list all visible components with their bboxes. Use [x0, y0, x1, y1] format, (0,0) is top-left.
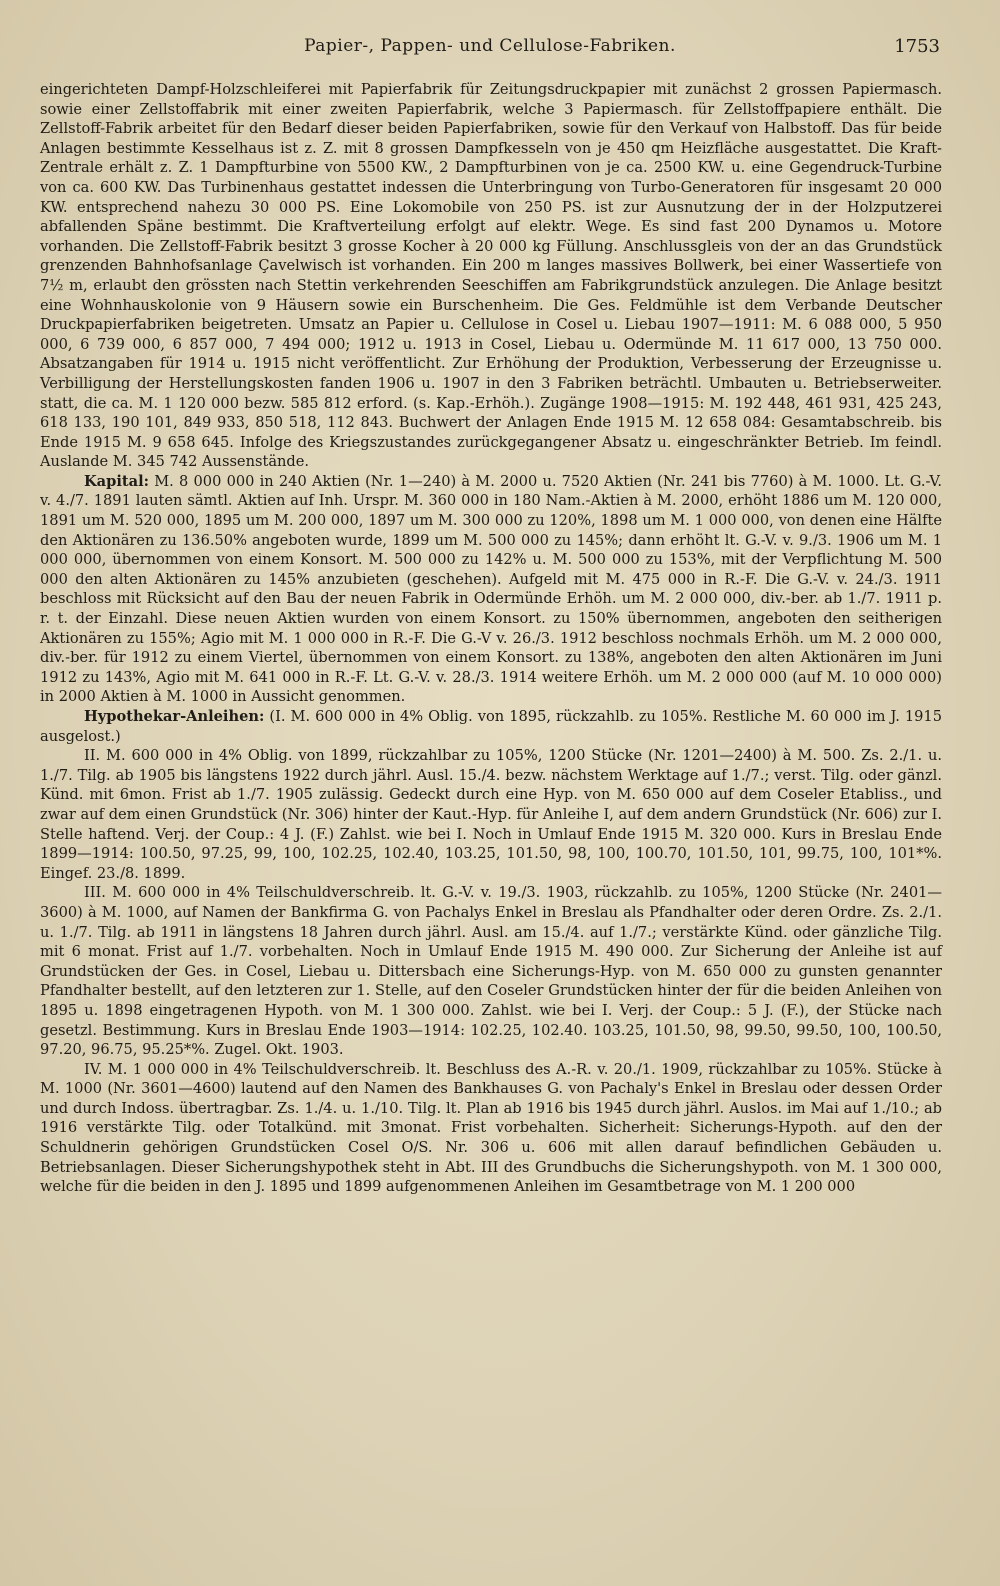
section-label-kapital: Kapital:: [84, 472, 150, 490]
running-title: Papier-, Pappen- und Cellulose-Fabriken.: [304, 36, 676, 56]
paragraph-text: M. 8 000 000 in 240 Aktien (Nr. 1—240) à M. 2000 u. 7520 Aktien (Nr. 241 bis 7760) à M. 1000. Lt. G.-V. v. 4./7. 1891 lauten sämtl. Aktien auf Inh. Urspr. M. 360 000 in 180 Nam.-Aktien à M. 2000, erhöht 1886 um M. 120 000, 1891 um M. 520 000, 1895 um M. 200 000, 1897 um M. 300 000 zu 120%, 1898 um M. 1 000 000, von denen eine Hälfte den Aktionären zu 136.50% angeboten wurde, 1899 um M. 500 000 zu 145%; dann erhöht lt. G.-V. v. 9./3. 1906 um M. 1 000 000, übernommen von einem Konsort. M. 500 000 zu 142% u. M. 500 000 zu 153%, mit der Verpflichtung M. 500 000 den alten Aktionären zu 145% anzubieten (geschehen). Aufgeld mit M. 475 000 in R.-F. Die G.-V. v. 24./3. 1911 beschloss mit Rücksicht auf den Bau der neuen Fabrik in Odermünde Erhöh. um M. 2 000 000, div.-ber. ab 1./7. 1911 p. r. t. der Einzahl. Diese neuen Aktien wurden von einem Konsort. zu 150% übernommen, angeboten den seitherigen Aktionären zu 155%; Agio mit M. 1 000 000 in R.-F. Die G.-V v. 26./3. 1912 beschloss nochmals Erhöh. um M. 2 000 000, div.-ber. für 1912 zu einem Viertel, übernommen von einem Konsort. zu 138%, angeboten den alten Aktionären im Juni 1912 zu 143%, Agio mit M. 641 000 in R.-F. Lt. G.-V. v. 28./3. 1914 weitere Erhöh. um M. 2 000 000 (auf M. 10 000 000) in 2000 Aktien à M. 1000 in Aussicht genommen.: [40, 472, 942, 706]
paragraph-anleihe-ii: [40, 746, 942, 883]
section-label-hypothekar-anleihen: Hypothekar-Anleihen:: [84, 708, 265, 725]
page-header: [40, 36, 940, 62]
paragraph-anleihe-iii: [40, 883, 942, 1059]
paragraph-text: eingerichteten Dampf-Holzschleiferei mit Papierfabrik für Zeitungsdruckpapier mit zunächst 2 grossen Papiermasch. sowie einer Zellstoffabrik mit einer zweiten Papierfabrik, welche 3 Papiermasch. für Zellstoffpapiere enthält. Die Zellstoff-Fabrik arbeitet für den Bedarf dieser beiden Papierfabriken, sowie für den Verkauf von Halbstoff. Das für beide Anlagen bestimmte Kesselhaus ist z. Z. mit 8 grossen Dampfkesseln von je 450 qm Heizfläche ausgestattet. Die Kraft-Zentrale erhält z. Z. 1 Dampfturbine von 5500 KW., 2 Dampfturbinen von je ca. 2500 KW. u. eine Gegendruck-Turbine von ca. 600 KW. Das Turbinenhaus gestattet indessen die Unterbringung von Turbo-Generatoren für insgesamt 20 000 KW. entsprechend nahezu 30 000 PS. Eine Lokomobile von 250 PS. ist zur Ausnutzung der in der Holzputzerei abfallenden Späne bestimmt. Die Kraftverteilung erfolgt auf elektr. Wege. Es sind fast 200 Dynamos u. Motore vorhanden. Die Zellstoff-Fabrik besitzt 3 grosse Kocher à 20 000 kg Füllung. Anschlussgleis von der an das Grundstück grenzenden Bahnhofsanlage Çavelwisch ist vorhanden. Ein 200 m langes massives Bollwerk, bei einer Wassertiefe von 7½ m, erlaubt den grössten nach Stettin verkehrenden Seeschiffen am Fabrikgrundstück anzulegen. Die Anlage besitzt eine Wohnhauskolonie von 9 Häusern sowie ein Burschenheim. Die Ges. Feldmühle ist dem Verbande Deutscher Druckpapierfabriken beigetreten. Umsatz an Papier u. Cellulose in Cosel u. Liebau 1907—1911: M. 6 088 000, 5 950 000, 6 739 000, 6 857 000, 7 494 000; 1912 u. 1913 in Cosel, Liebau u. Odermünde M. 11 617 000, 13 750 000. Absatzangaben für 1914 u. 1915 nicht veröffentlicht. Zur Erhöhung der Produktion, Verbesserung der Erzeugnisse u. Verbilligung der Herstellungskosten fanden 1906 u. 1907 in den 3 Fabriken beträchtl. Umbauten u. Betriebserweiter. statt, die ca. M. 1 120 000 bezw. 585 812 erford. (s. Kap.-Erhöh.). Zugänge 1908—1915: M. 192 448, 461 931, 425 243, 618 133, 190 101, 849 933, 850 518, 112 843. Buchwert der Anlagen Ende 1915 M. 12 658 084: Gesamtabschreib. bis Ende 1915 M. 9 658 645. Infolge des Kriegszustandes zurückgegangener Absatz u. eingeschränkter Betrieb. Im feindl. Auslande M. 345 742 Aussenstände.: [40, 81, 942, 471]
paragraph-plant-description: [40, 80, 942, 472]
paragraph-anleihe-iv: [40, 1060, 942, 1197]
paragraph-text: (I. M. 600 000 in 4% Oblig. von 1895, rückzahlb. zu 105%. Restliche M. 60 000 im J. 1915 ausgelost.): [40, 708, 943, 745]
paragraph-kapital: [40, 472, 942, 707]
paragraph-hypothekar-anleihen: [40, 707, 942, 746]
body-text: [40, 80, 942, 1197]
paragraph-text: II. M. 600 000 in 4% Oblig. von 1899, rückzahlbar zu 105%, 1200 Stücke (Nr. 1201—2400) à M. 500. Zs. 2./1. u. 1./7. Tilg. ab 1905 bis längstens 1922 durch jährl. Ausl. 15./4. bezw. nächstem Werktage auf 1./7.; verst. Tilg. oder gänzl. Künd. mit 6mon. Frist ab 1./7. 1905 zulässig. Gedeckt durch eine Hyp. von M. 650 000 auf dem Coseler Etabliss., und zwar auf dem einen Grundstück (Nr. 306) hinter der Kaut.-Hyp. für Anleihe I, auf dem andern Grundstück (Nr. 606) zur I. Stelle haftend. Verj. der Coup.: 4 J. (F.) Zahlst. wie bei I. Noch in Umlauf Ende 1915 M. 320 000. Kurs in Breslau Ende 1899—1914: 100.50, 97.25, 99, 100, 102.25, 102.40, 103.25, 101.50, 98, 100, 100.70, 101.50, 101, 99.75, 100, 101*%. Eingef. 23./8. 1899.: [40, 747, 942, 882]
paragraph-text: III. M. 600 000 in 4% Teilschuldverschreib. lt. G.-V. v. 19./3. 1903, rückzahlb. zu 105%, 1200 Stücke (Nr. 2401—3600) à M. 1000, auf Namen der Bankfirma G. von Pachalys Enkel in Breslau als Pfandhalter oder deren Ordre. Zs. 2./1. u. 1./7. Tilg. ab 1911 in längstens 18 Jahren durch jährl. Ausl. am 15./4. auf 1./7.; verstärkte Künd. oder gänzliche Tilg. mit 6 monat. Frist auf 1./7. vorbehalten. Noch in Umlauf Ende 1915 M. 490 000. Zur Sicherung der Anleihe ist auf Grundstücken der Ges. in Cosel, Liebau u. Dittersbach eine Sicherungs-Hyp. von M. 650 000 zu gunsten genannter Pfandhalter bestellt, auf den letzteren zur 1. Stelle, auf den Coseler Grundstücken hinter der für die beiden Anleihen von 1895 u. 1898 eingetragenen Hypoth. von M. 1 300 000. Zahlst. wie bei I. Verj. der Coup.: 5 J. (F.), der Stücke nach gesetzl. Bestimmung. Kurs in Breslau Ende 1903—1914: 102.25, 102.40. 103.25, 101.50, 98, 99.50, 99.50, 100, 100.50, 97.20, 96.75, 95.25*%. Zugel. Okt. 1903.: [40, 884, 942, 1059]
page-number: 1753: [894, 36, 940, 57]
paragraph-text: IV. M. 1 000 000 in 4% Teilschuldverschreib. lt. Beschluss des A.-R. v. 20./1. 1909, rückzahlbar zu 105%. Stücke à M. 1000 (Nr. 3601—4600) lautend auf den Namen des Bankhauses G. von Pachaly's Enkel in Breslau oder dessen Order und durch Indoss. übertragbar. Zs. 1./4. u. 1./10. Tilg. lt. Plan ab 1916 bis 1945 durch jährl. Auslos. im Mai auf 1./10.; ab 1916 verstärkte Tilg. oder Totalkünd. mit 3monat. Frist vorbehalten. Sicherheit: Sicherungs-Hypoth. auf den der Schuldnerin gehörigen Grundstücken Cosel O/S. Nr. 306 u. 606 mit allen darauf befindlichen Gebäuden u. Betriebsanlagen. Dieser Sicherungshypothek steht in Abt. III des Grundbuchs die Sicherungshypoth. von M. 1 300 000, welche für die beiden in den J. 1895 und 1899 aufgenommenen Anleihen im Gesamtbetrage von M. 1 200 000: [40, 1060, 942, 1196]
